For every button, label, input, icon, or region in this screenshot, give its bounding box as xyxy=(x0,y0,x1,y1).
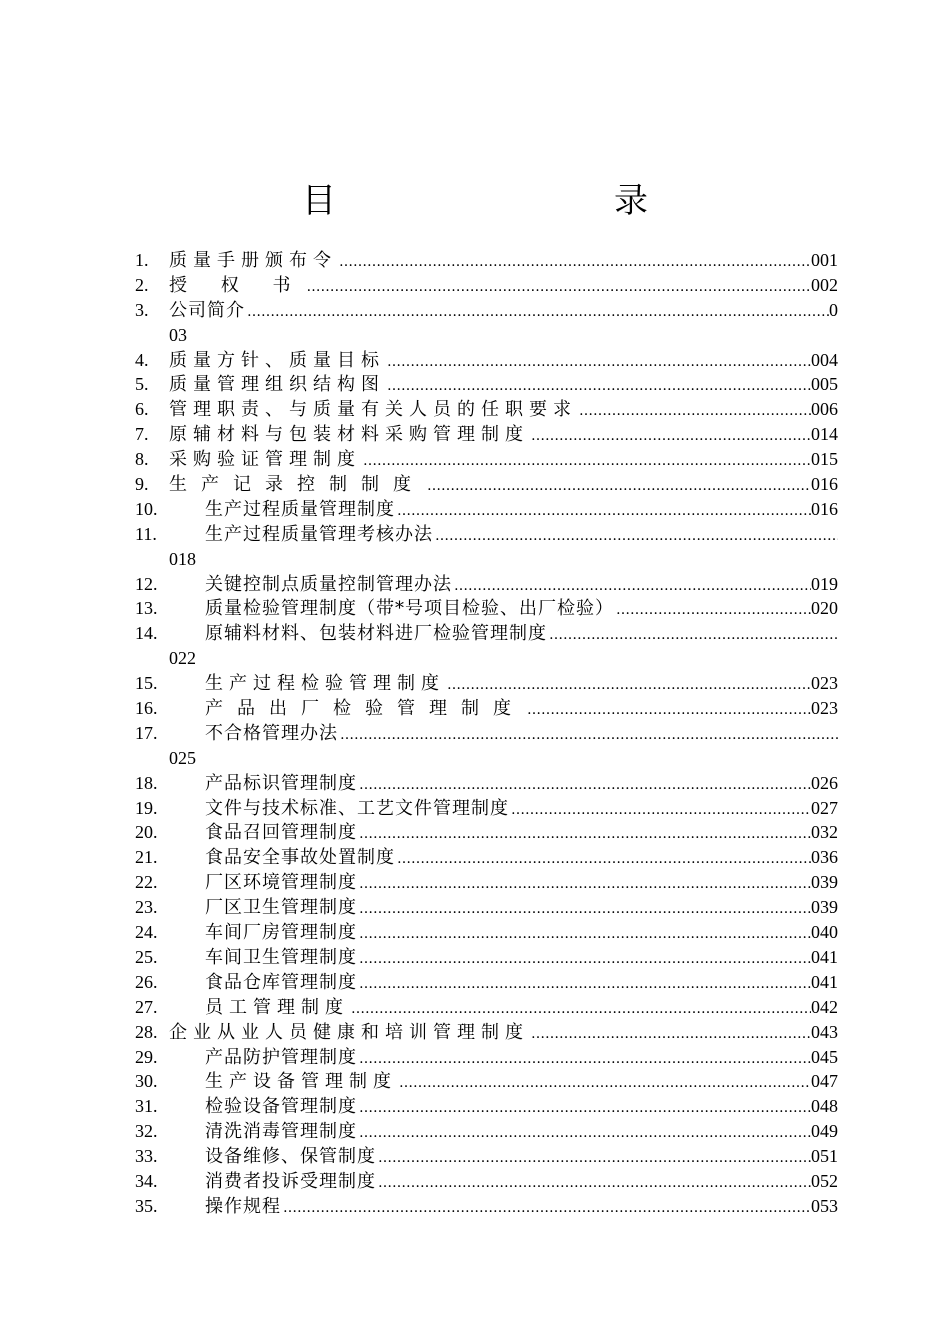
toc-entry[interactable] xyxy=(135,970,838,995)
toc-entry-page: 027 xyxy=(811,797,838,818)
toc-entry[interactable] xyxy=(135,721,838,746)
toc-entry[interactable] xyxy=(135,248,838,273)
toc-entry-page: 020 xyxy=(811,598,838,619)
toc-entry-title: 授 权 书 xyxy=(169,274,305,296)
toc-entry-number: 23. xyxy=(135,897,158,918)
toc-entry-number: 27. xyxy=(135,996,158,1017)
toc-entry-title: 食品召回管理制度 xyxy=(205,822,357,844)
toc-entry-page-wrap: 018 xyxy=(169,548,196,569)
toc-leader-dots xyxy=(349,997,811,1022)
toc-entry[interactable] xyxy=(135,796,838,821)
toc-entry-page: 051 xyxy=(811,1146,838,1167)
toc-entry-number: 14. xyxy=(135,623,158,644)
toc-entry[interactable] xyxy=(135,696,838,721)
toc-leader-dots xyxy=(357,972,811,997)
toc-leader-dots xyxy=(357,773,811,798)
toc-entry-title: 产品出厂检验管理制度 xyxy=(205,698,525,720)
toc-entry-page: 039 xyxy=(811,872,838,893)
toc-leader-dots xyxy=(395,847,811,872)
toc-entry-page: 014 xyxy=(811,424,838,445)
toc-entry-number: 8. xyxy=(135,449,149,470)
toc-entry-title: 生产过程质量管理制度 xyxy=(205,498,395,520)
toc-entry-number: 15. xyxy=(135,673,158,694)
toc-entry[interactable] xyxy=(135,572,838,597)
toc-entry[interactable] xyxy=(135,472,838,497)
toc-entry[interactable] xyxy=(135,397,838,422)
toc-entry[interactable] xyxy=(135,671,838,696)
page-title: 目 录 xyxy=(302,181,718,221)
toc-leader-dots xyxy=(547,623,838,648)
toc-entry-number: 24. xyxy=(135,922,158,943)
toc-leader-dots xyxy=(529,424,811,449)
toc-entry-title: 产品防护管理制度 xyxy=(205,1046,357,1068)
toc-entry-number: 30. xyxy=(135,1071,158,1092)
toc-leader-dots xyxy=(357,822,811,847)
toc-entry-page: 002 xyxy=(811,274,838,295)
toc-entry-title: 食品仓库管理制度 xyxy=(205,971,357,993)
toc-entry-page: 032 xyxy=(811,822,838,843)
toc-leader-dots xyxy=(281,1196,811,1221)
toc-entry-title: 质量方针、质量目标 xyxy=(169,349,385,371)
toc-entry-page: 047 xyxy=(811,1071,838,1092)
toc-entry-title: 生产记录控制制度 xyxy=(169,474,425,496)
toc-entry[interactable] xyxy=(135,447,838,472)
toc-leader-dots xyxy=(357,1121,811,1146)
toc-entry-number: 6. xyxy=(135,399,149,420)
toc-entry[interactable] xyxy=(135,1169,838,1194)
toc-entry-title: 文件与技术标准、工艺文件管理制度 xyxy=(205,797,509,819)
toc-entry-page: 045 xyxy=(811,1046,838,1067)
toc-entry[interactable] xyxy=(135,1094,838,1119)
toc-entry-title: 企业从业人员健康和培训管理制度 xyxy=(169,1021,529,1043)
toc-leader-dots xyxy=(577,399,811,424)
toc-entry-page: 006 xyxy=(811,399,838,420)
toc-entry-title: 设备维修、保管制度 xyxy=(205,1146,376,1168)
toc-entry-page: 042 xyxy=(811,996,838,1017)
toc-entry-page: 040 xyxy=(811,922,838,943)
toc-entry[interactable] xyxy=(135,348,838,373)
toc-entry-number: 26. xyxy=(135,971,158,992)
toc-entry-page: 048 xyxy=(811,1096,838,1117)
toc-entry[interactable] xyxy=(135,1119,838,1144)
toc-entry-title: 管理职责、与质量有关人员的任职要求 xyxy=(169,399,577,421)
toc-entry-page: 0 xyxy=(829,299,838,320)
toc-entry-page: 041 xyxy=(811,971,838,992)
toc-entry-number: 13. xyxy=(135,598,158,619)
toc-leader-dots xyxy=(357,1096,811,1121)
toc-entry[interactable] xyxy=(135,895,838,920)
toc-entry-page: 043 xyxy=(811,1021,838,1042)
toc-entry[interactable] xyxy=(135,1020,838,1045)
toc-entry-number: 11. xyxy=(135,523,157,544)
toc-leader-dots xyxy=(338,723,838,748)
toc-entry-number: 1. xyxy=(135,250,149,270)
toc-leader-dots xyxy=(425,474,811,499)
toc-entry-number: 18. xyxy=(135,772,158,793)
toc-entry-number: 28. xyxy=(135,1021,158,1042)
toc-entry-title: 厂区环境管理制度 xyxy=(205,872,357,894)
toc-leader-dots xyxy=(397,1071,811,1096)
toc-entry-title: 生产过程检验管理制度 xyxy=(205,673,445,695)
toc-entry[interactable] xyxy=(135,870,838,895)
toc-entry[interactable] xyxy=(135,1194,838,1219)
toc-entry-title: 原辅材料与包装材料采购管理制度 xyxy=(169,424,529,446)
toc-entry-number: 5. xyxy=(135,374,149,395)
toc-leader-dots xyxy=(529,1022,811,1047)
toc-entry-page: 036 xyxy=(811,847,838,868)
toc-entry-page: 052 xyxy=(811,1170,838,1191)
toc-leader-dots xyxy=(445,673,811,698)
toc-entry-page: 005 xyxy=(811,374,838,395)
toc-entry-number: 32. xyxy=(135,1121,158,1142)
toc-entry-page: 001 xyxy=(811,250,838,270)
toc-entry-page: 023 xyxy=(811,698,838,719)
toc-leader-dots xyxy=(376,1171,811,1196)
toc-entry-page-wrap: 022 xyxy=(169,648,196,669)
toc-leader-dots xyxy=(357,1047,811,1072)
toc-entry-number: 10. xyxy=(135,498,158,519)
toc-entry-title: 关键控制点质量控制管理办法 xyxy=(205,573,452,595)
toc-entry-title: 厂区卫生管理制度 xyxy=(205,897,357,919)
toc-entry-number: 22. xyxy=(135,872,158,893)
toc-entry-number: 31. xyxy=(135,1096,158,1117)
toc-leader-dots xyxy=(385,350,811,375)
toc-entry-title: 车间厂房管理制度 xyxy=(205,922,357,944)
toc-entry[interactable] xyxy=(135,820,838,845)
toc-entry-page: 019 xyxy=(811,573,838,594)
toc-entry-number: 21. xyxy=(135,847,158,868)
toc-entry-number: 25. xyxy=(135,946,158,967)
toc-entry-page: 015 xyxy=(811,449,838,470)
toc-entry[interactable] xyxy=(135,372,838,397)
toc-entry-number: 35. xyxy=(135,1195,158,1216)
toc-entry-title: 质量手册颁布令 xyxy=(169,250,337,271)
toc-entry-title: 采购验证管理制度 xyxy=(169,449,361,471)
toc-entry-page: 016 xyxy=(811,498,838,519)
toc-entry-page: 049 xyxy=(811,1121,838,1142)
toc-entry-title: 原辅料材料、包装材料进厂检验管理制度 xyxy=(205,623,547,645)
toc-leader-dots xyxy=(357,947,811,972)
toc-entry-title: 检验设备管理制度 xyxy=(205,1096,357,1118)
toc-leader-dots xyxy=(452,574,811,599)
toc-entry-number: 19. xyxy=(135,797,158,818)
toc-entry-number: 34. xyxy=(135,1170,158,1191)
toc-leader-dots xyxy=(357,872,811,897)
toc-leader-dots xyxy=(433,524,838,549)
toc-entry-title: 员工管理制度 xyxy=(205,996,349,1018)
toc-entry-title: 车间卫生管理制度 xyxy=(205,946,357,968)
toc-entry-title: 公司简介 xyxy=(169,299,245,321)
toc-entry-title: 不合格管理办法 xyxy=(205,722,338,744)
toc-entry-page: 004 xyxy=(811,349,838,370)
toc-entry-title: 操作规程 xyxy=(205,1195,281,1217)
toc-entry-number: 16. xyxy=(135,698,158,719)
toc-leader-dots xyxy=(361,449,811,474)
toc-leader-dots xyxy=(304,275,811,300)
toc-entry[interactable] xyxy=(135,771,838,796)
toc-leader-dots xyxy=(395,499,811,524)
table-of-contents xyxy=(135,248,838,1219)
toc-entry[interactable] xyxy=(135,298,838,323)
toc-entry-title: 生产过程质量管理考核办法 xyxy=(205,523,433,545)
toc-entry-page: 026 xyxy=(811,772,838,793)
toc-leader-dots xyxy=(357,922,811,947)
toc-entry-number: 29. xyxy=(135,1046,158,1067)
toc-entry-title: 质量管理组织结构图 xyxy=(169,374,385,396)
toc-leader-dots xyxy=(357,897,811,922)
toc-entry-page: 039 xyxy=(811,897,838,918)
toc-entry-number: 3. xyxy=(135,299,149,320)
toc-entry[interactable] xyxy=(135,273,838,298)
toc-entry[interactable] xyxy=(135,422,838,447)
toc-entry-number: 12. xyxy=(135,573,158,594)
toc-entry[interactable] xyxy=(135,845,838,870)
toc-entry-page: 016 xyxy=(811,474,838,495)
toc-entry[interactable] xyxy=(135,945,838,970)
toc-entry-number: 33. xyxy=(135,1146,158,1167)
toc-leader-dots xyxy=(245,300,829,325)
toc-leader-dots xyxy=(614,598,811,623)
toc-entry-title: 清洗消毒管理制度 xyxy=(205,1121,357,1143)
toc-entry-title: 食品安全事故处置制度 xyxy=(205,847,395,869)
toc-entry-title: 质量检验管理制度（带*号项目检验、出厂检验） xyxy=(205,598,614,620)
toc-entry-title: 产品标识管理制度 xyxy=(205,772,357,794)
toc-entry-number: 20. xyxy=(135,822,158,843)
toc-leader-dots xyxy=(525,698,811,723)
toc-entry-page-wrap: 025 xyxy=(169,747,196,768)
toc-entry[interactable] xyxy=(135,1069,838,1094)
toc-entry[interactable] xyxy=(135,1144,838,1169)
toc-entry[interactable] xyxy=(135,522,838,547)
toc-entry-page: 053 xyxy=(811,1195,838,1216)
toc-entry-title: 消费者投诉受理制度 xyxy=(205,1170,376,1192)
toc-entry[interactable] xyxy=(135,596,838,621)
toc-leader-dots xyxy=(337,250,811,275)
toc-entry[interactable] xyxy=(135,621,838,646)
toc-entry-number: 9. xyxy=(135,474,149,495)
toc-entry-page: 023 xyxy=(811,673,838,694)
toc-entry-number: 2. xyxy=(135,274,149,295)
toc-leader-dots xyxy=(376,1146,811,1171)
toc-entry-page-wrap: 03 xyxy=(169,324,187,345)
toc-entry[interactable] xyxy=(135,497,838,522)
toc-entry-number: 4. xyxy=(135,349,149,370)
toc-entry-number: 7. xyxy=(135,424,149,445)
toc-entry-title: 生产设备管理制度 xyxy=(205,1071,397,1093)
toc-entry-page: 041 xyxy=(811,946,838,967)
toc-entry[interactable] xyxy=(135,920,838,945)
toc-entry[interactable] xyxy=(135,1045,838,1070)
toc-leader-dots xyxy=(385,374,811,399)
toc-entry-number: 17. xyxy=(135,722,158,743)
toc-leader-dots xyxy=(509,798,811,823)
toc-entry[interactable] xyxy=(135,995,838,1020)
